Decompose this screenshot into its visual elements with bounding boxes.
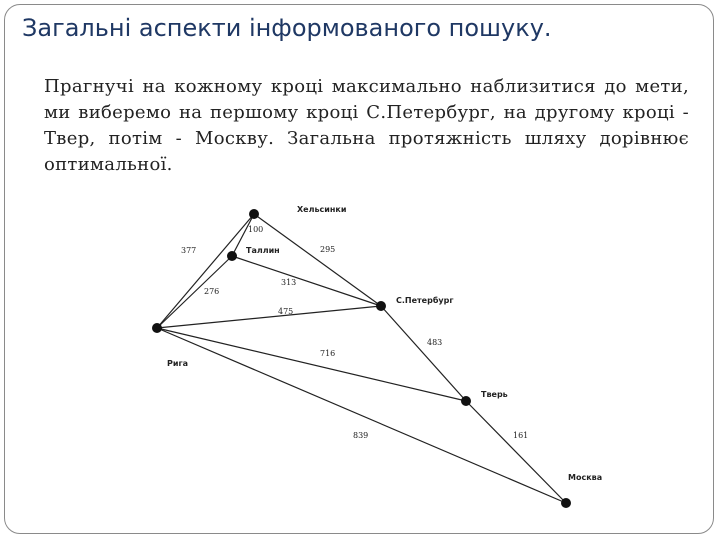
node-moscow [561,498,571,508]
edge-riga-moscow [157,328,566,503]
city-label-spb: С.Петербург [396,296,454,305]
slide-title: Загальні аспекти інформованого пошуку. [22,14,552,42]
distance-helsinki-spb: 295 [320,245,336,254]
city-label-tver: Тверь [481,390,508,399]
distance-riga-spb: 475 [278,307,294,316]
node-riga [152,323,162,333]
distance-riga-tver: 716 [320,349,336,358]
city-label-riga: Рига [167,359,189,368]
node-spb [376,301,386,311]
node-helsinki [249,209,259,219]
edge-tver-moscow [466,401,566,503]
edge-riga-tallinn [157,256,232,328]
edge-helsinki-spb [254,214,381,306]
distance-riga-moscow: 839 [353,431,369,440]
node-tallinn [227,251,237,261]
distance-tver-moscow: 161 [513,431,529,440]
city-label-tallinn: Таллин [246,246,280,255]
distance-riga-helsinki: 377 [181,246,197,255]
node-tver [461,396,471,406]
edge-spb-tver [381,306,466,401]
slide-paragraph: Прагнучі на кожному кроці максимально наблизитися до мети, ми виберемо на першому кроці С.Петербург, на другому кроці - Твер, потім - Москву. Загальна протяжність шляху дорівнює оптимальної. [44,76,689,175]
distance-riga-tallinn: 276 [204,287,220,296]
distance-tallinn-spb: 313 [281,278,297,287]
distance-spb-tver: 483 [427,338,443,347]
edge-riga-spb [157,306,381,328]
city-label-moscow: Москва [568,473,603,482]
edge-tallinn-spb [232,256,381,306]
edge-riga-helsinki [157,214,254,328]
city-label-helsinki: Хельсинки [297,205,347,214]
edge-riga-tver [157,328,466,401]
distance-helsinki-tallinn: 100 [248,225,264,234]
